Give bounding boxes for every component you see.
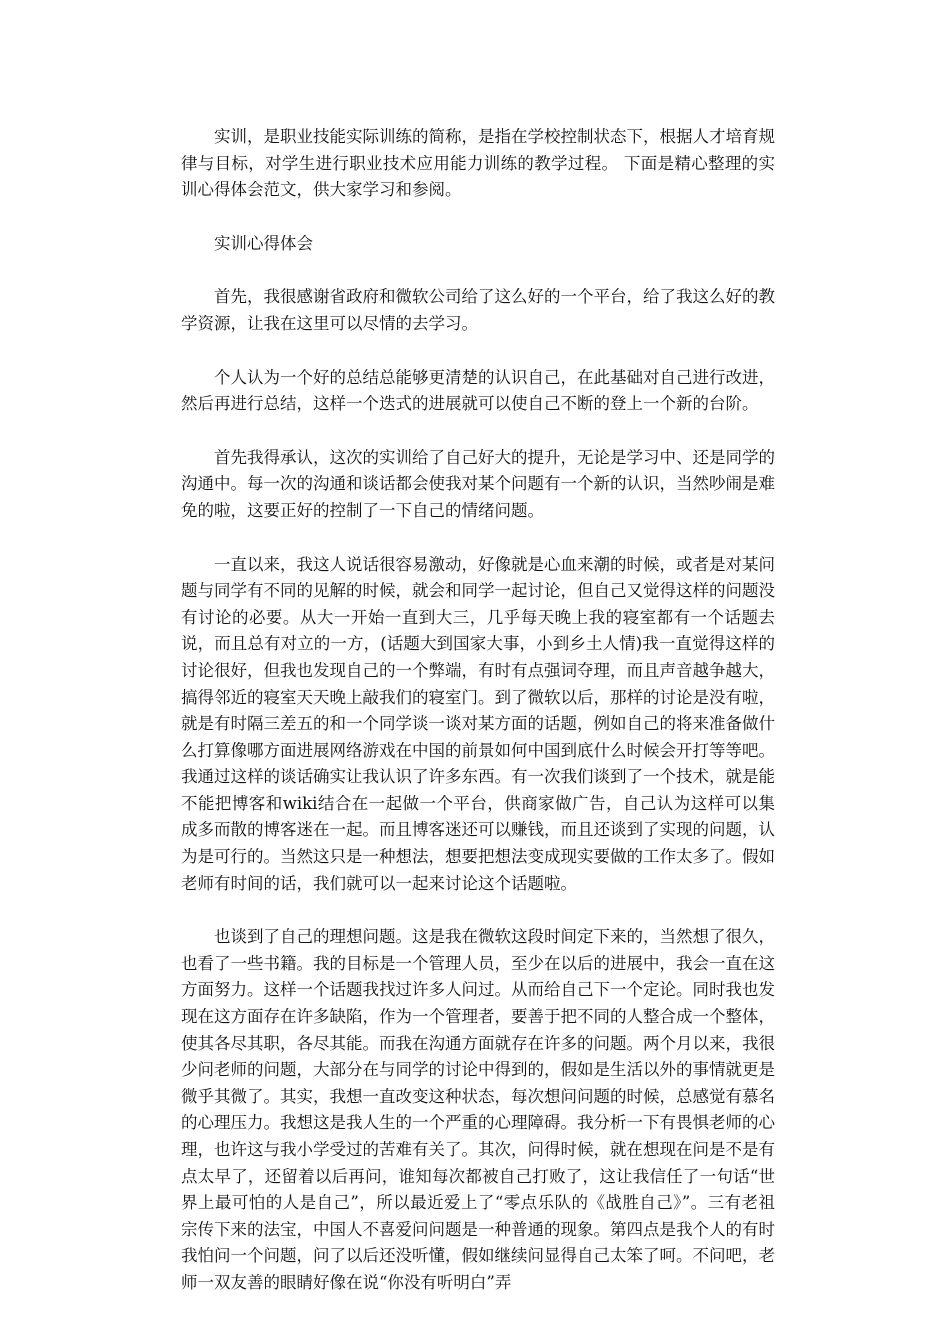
body-paragraph-4: 一直以来，我这人说话很容易激动，好像就是心血来潮的时候，或者是对某问题与同学有不同的见解的时候，就会和同学一起讨论，但自己又觉得这样的问题没有讨论的必要。从大一开始一直到大三，几乎每天晚上我的寝室都有一个话题去说，而且总有对立的一方，(话题大到国家大事，小到乡土人情)我一直觉得这样的讨论很好，但我也发现自己的一个弊端，有时有点强词夺理，而且声音越争越大，搞得邻近的寝室天天晚上敲我们的寝室门。到了微软以后，那样的讨论是没有啦，就是有时隔三差五的和一个同学谈一谈对某方面的话题，例如自己的将来准备做什么打算像哪方面进展网络游戏在中国的前景如何中国到底什么时候会开打等等吧。我通过这样的谈话确实让我认识了许多东西。有一次我们谈到了一个技术，就是能不能把博客和wiki结合在一起做一个平台，供商家做广告，自己认为这样可以集成多而散的博客迷在一起。而且博客迷还可以赚钱，而且还谈到了实现的问题，认为是可行的。当然这只是一种想法，想要把想法变成现实要做的工作太多了。假如老师有时间的话，我们就可以一起来讨论这个话题啦。: [181, 554, 775, 893]
body-paragraph-3: 首先我得承认，这次的实训给了自己好大的提升，无论是学习中、还是同学的沟通中。每一次的沟通和谈话都会使我对某个问题有一个新的认识，当然吵闹是难免的啦，这要正好的控制了一下自己的情绪问题。: [181, 447, 775, 520]
document-body: [181, 124, 775, 1324]
body-paragraph-1: 首先，我很感谢省政府和微软公司给了这么好的一个平台，给了我这么好的教学资源，让我在这里可以尽情的去学习。: [181, 287, 775, 333]
intro-paragraph: 实训，是职业技能实际训练的简称，是指在学校控制状态下，根据人才培育规律与目标，对学生进行职业技术应用能力训练的教学过程。 下面是精心整理的实训心得体会范文，供大家学习和参阅。: [181, 127, 775, 200]
section-heading: 实训心得体会: [214, 233, 313, 253]
body-paragraph-5: 也谈到了自己的理想问题。这是我在微软这段时间定下来的，当然想了很久，也看了一些书籍。我的目标是一个管理人员，至少在以后的进展中，我会一直在这方面努力。这样一个话题我找过许多人问过。从而给自己下一个定论。同时我也发现在这方面存在许多缺陷，作为一个管理者，要善于把不同的人整合成一个整体，使其各尽其职，各尽其能。而我在沟通方面就存在许多的问题。两个月以来，我很少问老师的问题，大部分在与同学的讨论中得到的，假如是生活以外的事情就更是微乎其微了。其实，我想一直改变这种状态，每次想问问题的时候，总感觉有慕名的心理压力。我想这是我人生的一个严重的心理障碍。我分析一下有畏惧老师的心理，也许这与我小学受过的苦难有关了。其次，问得时候，就在想现在问是不是有点太早了，还留着以后再问，谁知每次都被自己打败了，这让我信任了一句话“世界上最可怕的人是自己”，所以最近爱上了“零点乐队的《战胜自己》”。三有老祖宗传下来的法宝，中国人不喜爱问问题是一种普通的现象。第四点是我个人的有时我怕问一个问题，问了以后还没听懂，假如继续问显得自己太笨了呵。不问吧，老师一双友善的眼睛好像在说“你没有听明白”弄: [181, 927, 775, 1292]
body-paragraph-2: 个人认为一个好的总结总能够更清楚的认识自己，在此基础对自己进行改进，然后再进行总结，这样一个迭式的进展就可以使自己不断的登上一个新的台阶。: [181, 367, 775, 414]
